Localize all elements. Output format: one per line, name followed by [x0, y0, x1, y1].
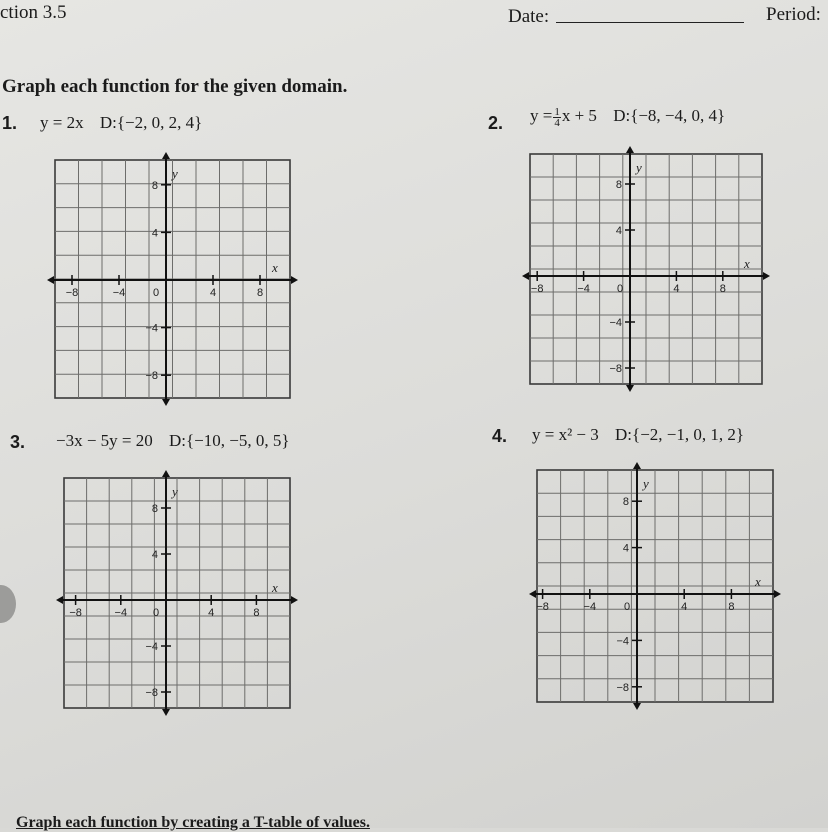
problem-4-equation [532, 425, 744, 445]
graph-grid-1[interactable] [55, 160, 290, 398]
axis-arrowhead [626, 146, 634, 153]
x-axis-label: x [755, 574, 761, 589]
problem-2-fraction-numerator: 1 [554, 105, 560, 118]
graph-svg [530, 154, 762, 384]
y-tick-label: 4 [615, 225, 622, 237]
x-tick-label: −8 [69, 607, 82, 619]
graph-grid-4[interactable] [537, 470, 773, 702]
axis-arrowhead [162, 470, 170, 477]
axis-arrowhead [162, 709, 170, 716]
problem-1-domain: D:{−2, 0, 2, 4} [99, 113, 203, 132]
x-axis-label: x [744, 256, 750, 271]
axis-arrowhead [633, 462, 641, 469]
x-tick-label: 4 [681, 601, 688, 613]
problem-2-equation [530, 106, 725, 128]
x-tick-label: 8 [256, 287, 264, 299]
date-blank-line [556, 22, 744, 23]
x-tick-label: −4 [583, 601, 597, 613]
x-axis-label: x [272, 580, 278, 595]
x-tick-label: −4 [112, 287, 126, 299]
y-tick-label: 4 [151, 549, 158, 561]
y-axis-label: y [172, 484, 178, 499]
problem-3-domain: D:{−10, −5, 0, 5} [169, 431, 290, 450]
problem-4-equation-text: y = x² − 3 [532, 425, 599, 444]
graph-svg [55, 160, 290, 398]
problem-2-fraction [553, 107, 561, 128]
x-tick-label: −8 [536, 601, 549, 613]
problem-2-fraction-denominator: 4 [554, 116, 560, 129]
axis-arrowhead [162, 399, 170, 406]
y-tick-label: −4 [145, 641, 158, 653]
graph-svg [537, 470, 773, 702]
axis-arrowhead [529, 590, 536, 598]
problem-1-equation-text: y = 2x [40, 113, 84, 132]
problem-4-domain: D:{−2, −1, 0, 1, 2} [615, 425, 745, 444]
y-tick-label: 4 [622, 542, 629, 555]
x-tick-label: −8 [530, 283, 544, 295]
problem-2-equation-prefix: y = [530, 106, 553, 125]
x-tick-label: 8 [728, 601, 735, 613]
problem-2-equation-suffix: x + 5 [561, 106, 597, 125]
axis-arrowhead [633, 703, 641, 710]
problem-2-number: 2. [488, 113, 504, 133]
y-tick-label: −4 [145, 322, 158, 335]
y-tick-label: 8 [622, 496, 629, 509]
y-tick-label: −8 [145, 370, 158, 383]
graph-svg [64, 478, 290, 708]
section-title: ction 3.5 [0, 2, 67, 23]
graph-grid-3[interactable] [64, 478, 290, 708]
problem-2-domain: D:{−8, −4, 0, 4} [613, 106, 726, 125]
y-tick-label: −4 [616, 635, 629, 648]
axis-arrowhead [56, 596, 63, 604]
axis-arrowhead [291, 276, 298, 284]
axis-arrowhead [626, 385, 634, 392]
period-label: Period: [766, 4, 821, 25]
x-tick-label: 0 [152, 607, 160, 619]
axis-arrowhead [774, 590, 781, 598]
axis-arrowhead [162, 152, 170, 159]
x-tick-label: 8 [719, 283, 726, 295]
axis-arrowhead [291, 596, 298, 604]
y-tick-label: 4 [151, 227, 158, 240]
x-tick-label: 0 [152, 287, 160, 299]
axis-arrowhead [522, 272, 529, 280]
y-tick-label: 8 [151, 503, 158, 515]
problem-3-equation [56, 431, 290, 451]
graph-grid-2[interactable] [530, 154, 762, 384]
problem-4-number: 4. [492, 426, 508, 446]
instructions: Graph each function for the given domain. [2, 76, 348, 97]
problem-3-equation-text: −3x − 5y = 20 [56, 431, 153, 450]
x-tick-label: −4 [577, 283, 590, 295]
problem-1-equation [40, 113, 202, 133]
y-tick-label: −8 [609, 363, 622, 375]
x-tick-label: −4 [114, 607, 128, 619]
x-tick-label: 8 [253, 607, 260, 619]
y-tick-label: 8 [151, 179, 158, 192]
bottom-instructions: Graph each function by creating a T-table of values. [16, 814, 370, 831]
binder-hole [0, 585, 16, 623]
problem-3-number: 3. [10, 432, 26, 452]
x-tick-label: 4 [208, 607, 215, 619]
date-label: Date: [508, 6, 550, 27]
x-tick-label: 4 [673, 283, 680, 295]
y-tick-label: −8 [145, 687, 158, 699]
y-axis-label: y [636, 160, 642, 175]
axis-arrowhead [763, 272, 770, 280]
y-axis-label: y [172, 166, 178, 181]
x-tick-label: 0 [623, 601, 631, 613]
x-tick-label: −8 [65, 287, 79, 299]
axis-arrowhead [47, 276, 54, 284]
x-tick-label: 4 [209, 287, 217, 299]
x-axis-label: x [272, 260, 278, 275]
x-tick-label: 0 [616, 283, 624, 295]
problem-1-number: 1. [2, 113, 18, 133]
y-axis-label: y [643, 476, 649, 491]
y-tick-label: −8 [616, 681, 629, 694]
y-tick-label: −4 [609, 317, 622, 329]
y-tick-label: 8 [615, 179, 622, 191]
